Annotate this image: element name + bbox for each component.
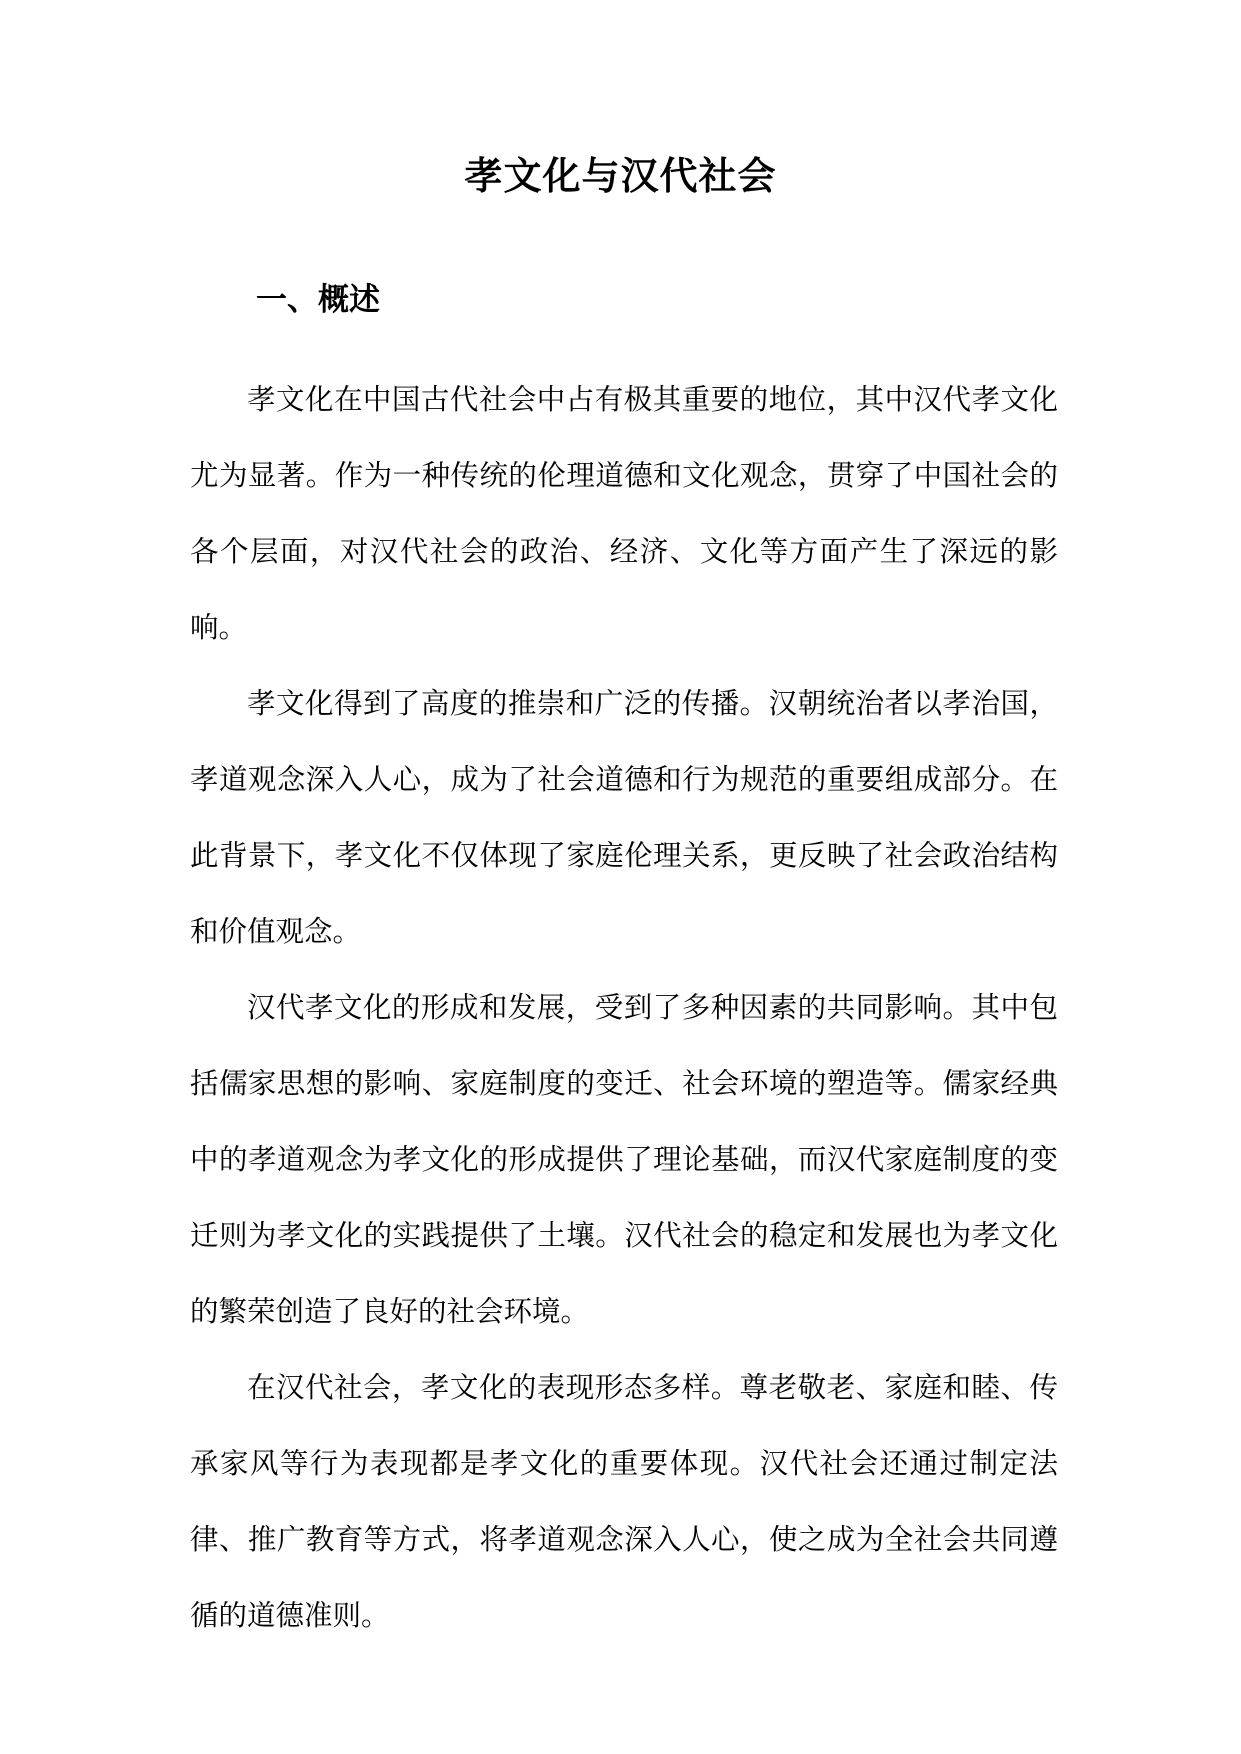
body-text — [190, 362, 1058, 1654]
document-title: 孝文化与汉代社会 — [464, 153, 777, 198]
section-heading: 一、概述 — [256, 282, 380, 318]
paragraph-3: 汉代孝文化的形成和发展，受到了多种因素的共同影响。其中包括儒家思想的影响、家庭制度的变迁、社会环境的塑造等。儒家经典中的孝道观念为孝文化的形成提供了理论基础，而汉代家庭制度的变迁则为孝文化的实践提供了土壤。汉代社会的稳定和发展也为孝文化的繁荣创造了良好的社会环境。 — [190, 991, 1058, 1328]
paragraph-4: 在汉代社会，孝文化的表现形态多样。尊老敬老、家庭和睦、传承家风等行为表现都是孝文化的重要体现。汉代社会还通过制定法律、推广教育等方式，将孝道观念深入人心，使之成为全社会共同遵循的道德准则。 — [190, 1371, 1058, 1632]
paragraph-1: 孝文化在中国古代社会中占有极其重要的地位，其中汉代孝文化尤为显著。作为一种传统的伦理道德和文化观念，贯穿了中国社会的各个层面，对汉代社会的政治、经济、文化等方面产生了深远的影响。 — [190, 383, 1058, 644]
paragraph-2: 孝文化得到了高度的推崇和广泛的传播。汉朝统治者以孝治国，孝道观念深入人心，成为了社会道德和行为规范的重要组成部分。在此背景下，孝文化不仅体现了家庭伦理关系，更反映了社会政治结构和价值观念。 — [190, 687, 1058, 948]
